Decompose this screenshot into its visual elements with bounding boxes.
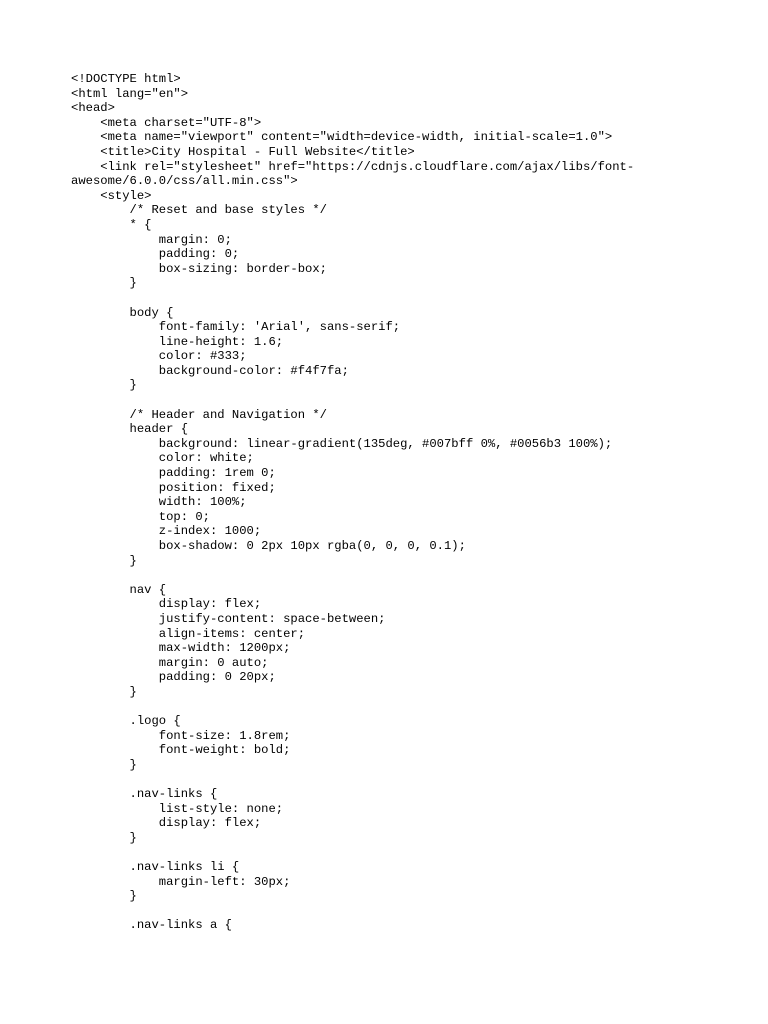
- code-line: .nav-links {: [71, 787, 218, 802]
- code-line: }: [71, 553, 137, 568]
- code-line: }: [71, 889, 137, 904]
- code-line: display: flex;: [71, 597, 262, 612]
- code-line: awesome/6.0.0/css/all.min.css">: [71, 174, 298, 189]
- code-line: .logo {: [71, 714, 181, 729]
- code-line: width: 100%;: [71, 495, 247, 510]
- code-line: box-sizing: border-box;: [71, 261, 327, 276]
- code-line: line-height: 1.6;: [71, 334, 284, 349]
- code-line: top: 0;: [71, 509, 210, 524]
- code-line: * {: [71, 217, 152, 232]
- code-listing: [71, 72, 731, 933]
- code-line: [71, 845, 731, 860]
- code-line: position: fixed;: [71, 480, 276, 495]
- code-line: /* Reset and base styles */: [71, 203, 327, 218]
- code-line: .nav-links li {: [71, 860, 240, 875]
- code-line: nav {: [71, 582, 167, 597]
- code-line: <title>City Hospital - Full Website</title>: [71, 144, 415, 159]
- code-line: margin: 0;: [71, 232, 232, 247]
- code-line: }: [71, 276, 137, 291]
- code-line: box-shadow: 0 2px 10px rgba(0, 0, 0, 0.1);: [71, 539, 466, 553]
- code-line: <meta name="viewport" content="width=device-width, initial-scale=1.0">: [71, 130, 613, 145]
- code-line: <style>: [71, 188, 152, 203]
- code-line: justify-content: space-between;: [71, 611, 386, 626]
- code-line: font-weight: bold;: [71, 743, 291, 758]
- code-line: <html lang="en">: [71, 86, 189, 101]
- code-line: [71, 393, 731, 408]
- code-line: }: [71, 830, 137, 845]
- code-line: header {: [71, 422, 189, 437]
- code-line: }: [71, 757, 137, 772]
- code-line: [71, 568, 731, 583]
- code-line: <link rel="stylesheet" href="https://cdnjs.cloudflare.com/ajax/libs/font-: [71, 159, 635, 174]
- code-line: padding: 0 20px;: [71, 670, 276, 685]
- code-line: background: linear-gradient(135deg, #007bff 0%, #0056b3 100%);: [71, 436, 613, 451]
- code-line: }: [71, 378, 137, 393]
- code-line: <!DOCTYPE html>: [71, 72, 181, 86]
- code-line: max-width: 1200px;: [71, 641, 291, 656]
- code-line: display: flex;: [71, 816, 262, 831]
- code-line: padding: 0;: [71, 247, 240, 262]
- code-line: [71, 773, 731, 788]
- code-line: align-items: center;: [71, 626, 306, 641]
- code-line: .nav-links a {: [71, 918, 232, 933]
- code-line: [71, 904, 731, 919]
- code-line: body {: [71, 305, 174, 320]
- code-line: [71, 291, 731, 306]
- code-line: color: #333;: [71, 349, 247, 364]
- code-line: margin: 0 auto;: [71, 655, 269, 670]
- code-line: <head>: [71, 101, 115, 116]
- code-line: /* Header and Navigation */: [71, 407, 327, 422]
- code-line: padding: 1rem 0;: [71, 466, 276, 481]
- code-line: list-style: none;: [71, 801, 284, 816]
- code-line: color: white;: [71, 451, 254, 466]
- code-line: z-index: 1000;: [71, 524, 262, 539]
- code-line: font-family: 'Arial', sans-serif;: [71, 320, 401, 335]
- code-line: <meta charset="UTF-8">: [71, 115, 262, 130]
- code-line: background-color: #f4f7fa;: [71, 363, 349, 378]
- code-line: font-size: 1.8rem;: [71, 728, 291, 743]
- code-line: margin-left: 30px;: [71, 874, 291, 889]
- code-line: [71, 700, 731, 715]
- code-line: }: [71, 684, 137, 699]
